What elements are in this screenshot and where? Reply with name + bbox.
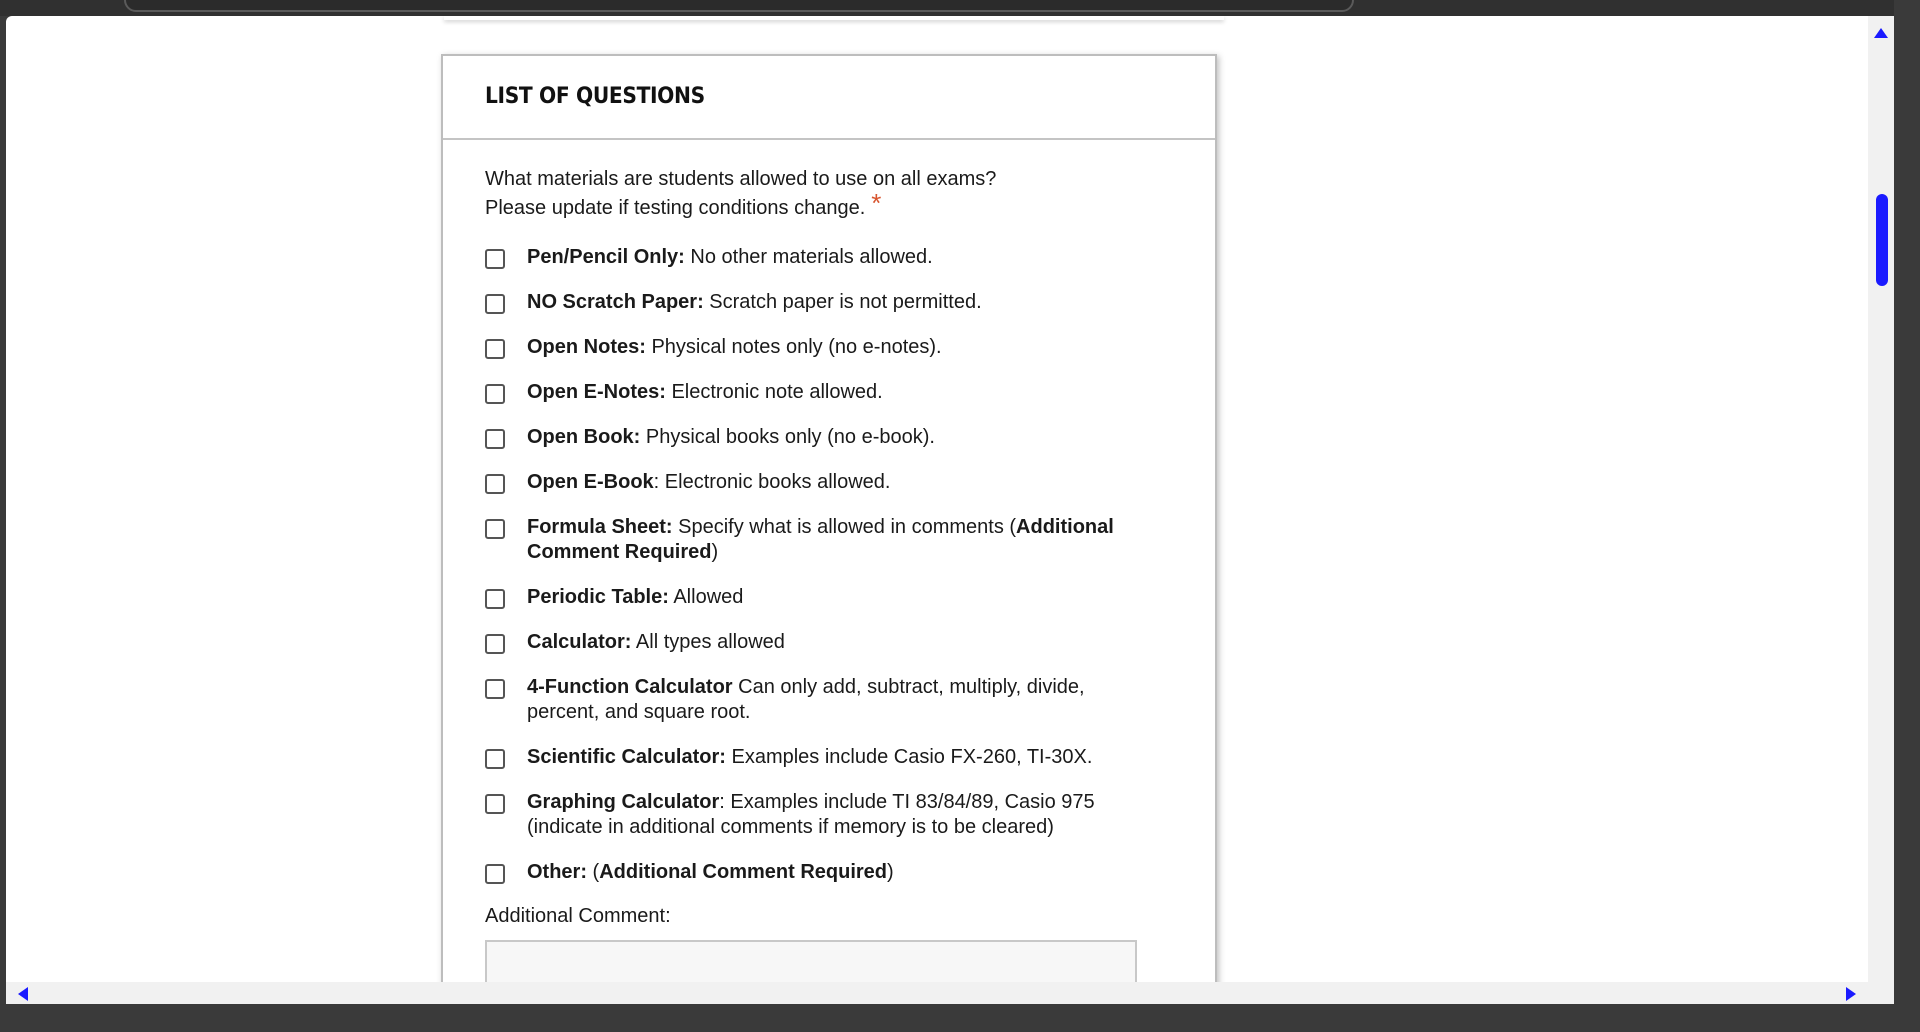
option-pen-pencil-only[interactable]	[485, 245, 1173, 270]
checkbox[interactable]	[485, 589, 505, 609]
option-label: Other: (Additional Comment Required)	[527, 861, 894, 883]
option-label: Pen/Pencil Only: No other materials allowed.	[527, 246, 933, 268]
option-calculator[interactable]	[485, 630, 1173, 655]
option-open-notes[interactable]	[485, 335, 1173, 360]
option-label: Open E-Notes: Electronic note allowed.	[527, 381, 883, 403]
vertical-scroll-thumb[interactable]	[1876, 194, 1888, 286]
required-asterisk-icon: *	[871, 188, 882, 218]
option-formula-sheet[interactable]	[485, 515, 1173, 565]
checkbox[interactable]	[485, 864, 505, 884]
checkbox[interactable]	[485, 749, 505, 769]
card-body	[443, 140, 1215, 1004]
address-bar-edge	[124, 0, 1354, 12]
option-no-scratch-paper[interactable]	[485, 290, 1173, 315]
card-header	[443, 56, 1215, 140]
window-right-edge	[1894, 0, 1920, 1032]
checkbox[interactable]	[485, 679, 505, 699]
scroll-up-arrow-icon[interactable]	[1874, 28, 1888, 38]
additional-comment-label: Additional Comment:	[485, 905, 671, 927]
checkbox[interactable]	[485, 429, 505, 449]
question-line-2	[485, 188, 1173, 221]
option-label: Open Notes: Physical notes only (no e-notes).	[527, 336, 942, 358]
checkbox[interactable]	[485, 249, 505, 269]
option-label: Graphing Calculator: Examples include TI 83/84/89, Casio 975 (indicate in additional comments if memory is to be cleared)	[527, 791, 1095, 838]
option-scientific-calculator[interactable]	[485, 745, 1173, 770]
option-other[interactable]	[485, 860, 1173, 885]
option-label: NO Scratch Paper: Scratch paper is not permitted.	[527, 291, 982, 313]
scroll-right-arrow-icon[interactable]	[1846, 987, 1856, 1001]
scroll-left-arrow-icon[interactable]	[18, 987, 28, 1001]
option-label: Open E-Book: Electronic books allowed.	[527, 471, 891, 493]
option-label: Scientific Calculator: Examples include Casio FX-260, TI-30X.	[527, 746, 1093, 768]
question-line-1: What materials are students allowed to use on all exams?	[485, 168, 997, 190]
horizontal-scrollbar[interactable]	[6, 982, 1894, 1004]
option-label: Formula Sheet: Specify what is allowed in comments (Additional Comment Required)	[527, 516, 1114, 563]
checkbox[interactable]	[485, 294, 505, 314]
card-title: LIST OF QUESTIONS	[485, 84, 705, 109]
options-list	[485, 245, 1173, 885]
page-viewport	[6, 16, 1894, 1004]
option-label: Periodic Table: Allowed	[527, 586, 744, 608]
vertical-scrollbar[interactable]	[1868, 16, 1894, 1004]
question-prompt	[485, 166, 1173, 221]
previous-card-edge	[444, 16, 1224, 20]
checkbox[interactable]	[485, 794, 505, 814]
option-open-e-book[interactable]	[485, 470, 1173, 495]
option-periodic-table[interactable]	[485, 585, 1173, 610]
question-line-2-text: Please update if testing conditions change.	[485, 197, 866, 219]
option-open-e-notes[interactable]	[485, 380, 1173, 405]
option-label: Open Book: Physical books only (no e-book).	[527, 426, 935, 448]
option-graphing-calculator[interactable]	[485, 790, 1173, 840]
option-open-book[interactable]	[485, 425, 1173, 450]
option-4-function-calculator[interactable]	[485, 675, 1173, 725]
checkbox[interactable]	[485, 384, 505, 404]
option-label: Calculator: All types allowed	[527, 631, 785, 653]
questions-card	[441, 54, 1217, 1004]
checkbox[interactable]	[485, 339, 505, 359]
option-label: 4-Function Calculator Can only add, subtract, multiply, divide, percent, and square root.	[527, 676, 1085, 723]
checkbox[interactable]	[485, 474, 505, 494]
checkbox[interactable]	[485, 519, 505, 539]
checkbox[interactable]	[485, 634, 505, 654]
